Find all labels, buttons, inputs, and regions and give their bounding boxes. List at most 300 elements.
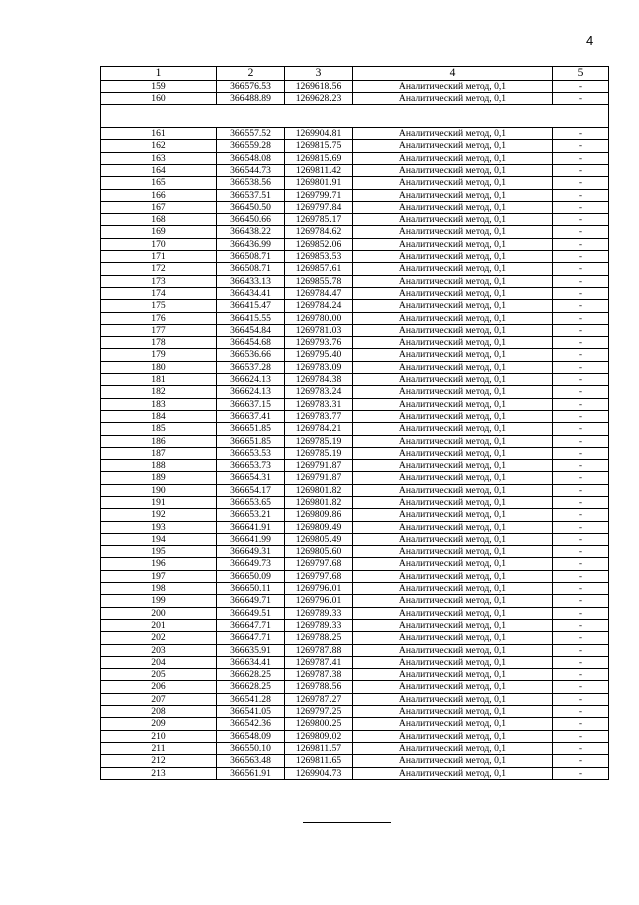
table-cell: - [553,730,609,742]
table-cell: 366650.11 [217,583,285,595]
table-row [101,423,609,435]
table-cell: Аналитический метод, 0,1 [353,509,553,521]
table-cell: Аналитический метод, 0,1 [353,140,553,152]
table-cell: 1269795.40 [285,349,353,361]
table-cell: 366628.25 [217,669,285,681]
table-cell: 172 [101,263,217,275]
table-cell: 178 [101,337,217,349]
table-cell: 179 [101,349,217,361]
table-cell: - [553,337,609,349]
table-cell: 182 [101,386,217,398]
table-row [101,164,609,176]
table-cell: 198 [101,583,217,595]
table-cell: - [553,693,609,705]
table-cell: Аналитический метод, 0,1 [353,497,553,509]
table-cell: - [553,349,609,361]
table-cell: - [553,177,609,189]
table-cell: 1269784.24 [285,300,353,312]
table-cell: 1269855.78 [285,275,353,287]
table-cell: - [553,484,609,496]
table-body-after-gap [101,128,609,780]
table-cell: 213 [101,767,217,779]
table-cell: 183 [101,398,217,410]
table-cell: - [553,287,609,299]
table-cell: Аналитический метод, 0,1 [353,546,553,558]
table-cell: 212 [101,755,217,767]
table-spacer-row [101,105,609,128]
table-cell: 366649.71 [217,595,285,607]
table-row [101,595,609,607]
table-cell: 1269788.25 [285,632,353,644]
table-cell: Аналитический метод, 0,1 [353,730,553,742]
table-cell: 205 [101,669,217,681]
table-cell: - [553,460,609,472]
table-cell: 1269852.06 [285,238,353,250]
table-cell: 366624.13 [217,374,285,386]
table-cell: - [553,656,609,668]
column-header: 4 [353,67,553,81]
table-cell: 181 [101,374,217,386]
table-cell: - [553,472,609,484]
table-cell: Аналитический метод, 0,1 [353,460,553,472]
table-cell: 177 [101,324,217,336]
table-cell: 366544.73 [217,164,285,176]
table-cell: - [553,263,609,275]
table-cell: Аналитический метод, 0,1 [353,324,553,336]
table-cell: 1269791.87 [285,472,353,484]
table-cell: 366542.36 [217,718,285,730]
table-cell: 366557.52 [217,128,285,140]
table-cell: - [553,275,609,287]
table-cell: 164 [101,164,217,176]
table-row [101,460,609,472]
table-cell: 366561.91 [217,767,285,779]
table-cell: 366436.99 [217,238,285,250]
table-row [101,152,609,164]
table-cell: 1269796.01 [285,583,353,595]
table-cell: 194 [101,533,217,545]
table-cell: Аналитический метод, 0,1 [353,595,553,607]
table-cell: 366415.47 [217,300,285,312]
table-cell: 1269785.19 [285,435,353,447]
table-row [101,656,609,668]
table-cell: 200 [101,607,217,619]
table-cell: 1269801.91 [285,177,353,189]
column-header: 3 [285,67,353,81]
table-cell: 1269801.82 [285,497,353,509]
table-cell: - [553,767,609,779]
table-cell: Аналитический метод, 0,1 [353,755,553,767]
table-cell: 1269618.56 [285,80,353,92]
table-row [101,349,609,361]
table-row [101,669,609,681]
table-cell: Аналитический метод, 0,1 [353,472,553,484]
table-row [101,263,609,275]
table-row [101,484,609,496]
table-cell: - [553,533,609,545]
table-cell: 209 [101,718,217,730]
table-cell: 366647.71 [217,632,285,644]
table-cell: 366508.71 [217,251,285,263]
table-cell: 203 [101,644,217,656]
table-cell: - [553,435,609,447]
table-cell: 366649.73 [217,558,285,570]
table-row [101,275,609,287]
table-cell: Аналитический метод, 0,1 [353,669,553,681]
table-cell: 366628.25 [217,681,285,693]
table-cell: 196 [101,558,217,570]
table-cell: 185 [101,423,217,435]
table-cell: - [553,152,609,164]
table-cell: 1269784.62 [285,226,353,238]
table-row [101,644,609,656]
table-cell: - [553,423,609,435]
table-cell: 1269793.76 [285,337,353,349]
table-row [101,718,609,730]
table-cell: Аналитический метод, 0,1 [353,398,553,410]
table-cell: - [553,361,609,373]
table-row [101,497,609,509]
table-row [101,386,609,398]
table-cell: 366653.53 [217,447,285,459]
table-cell: 206 [101,681,217,693]
table-cell: - [553,669,609,681]
table-cell: - [553,742,609,754]
table-cell: 186 [101,435,217,447]
table-cell: 366434.41 [217,287,285,299]
table-row [101,312,609,324]
table-cell: Аналитический метод, 0,1 [353,238,553,250]
table-cell: 1269811.65 [285,755,353,767]
table-cell: 366635.91 [217,644,285,656]
table-cell: - [553,595,609,607]
table-cell: 1269799.71 [285,189,353,201]
table-cell: 1269787.27 [285,693,353,705]
table-cell: 366541.05 [217,706,285,718]
table-cell: - [553,80,609,92]
table-cell: 1269797.25 [285,706,353,718]
table-row [101,730,609,742]
table-cell: - [553,570,609,582]
table-cell: 1269628.23 [285,92,353,104]
table-cell: 1269800.25 [285,718,353,730]
table-cell: 1269815.75 [285,140,353,152]
table-cell: 1269809.02 [285,730,353,742]
table-cell: Аналитический метод, 0,1 [353,558,553,570]
table-cell: - [553,410,609,422]
table-cell: 366649.51 [217,607,285,619]
table-cell: - [553,214,609,226]
table-cell: 197 [101,570,217,582]
table-cell: 366537.51 [217,189,285,201]
table-cell: 188 [101,460,217,472]
table-cell: Аналитический метод, 0,1 [353,570,553,582]
table-cell: Аналитический метод, 0,1 [353,607,553,619]
table-cell: Аналитический метод, 0,1 [353,361,553,373]
table-cell: Аналитический метод, 0,1 [353,152,553,164]
table-cell: 211 [101,742,217,754]
table-cell: - [553,324,609,336]
table-row [101,92,609,104]
table-cell: 210 [101,730,217,742]
table-cell: - [553,718,609,730]
column-header: 5 [553,67,609,81]
table-cell: 366654.17 [217,484,285,496]
table-cell: - [553,607,609,619]
table-cell: 1269805.60 [285,546,353,558]
table-row [101,619,609,631]
table-cell: Аналитический метод, 0,1 [353,656,553,668]
table-cell: 1269797.84 [285,201,353,213]
table-cell: 1269904.73 [285,767,353,779]
table-cell: Аналитический метод, 0,1 [353,189,553,201]
table-cell: Аналитический метод, 0,1 [353,718,553,730]
table-cell: 366450.66 [217,214,285,226]
table-cell: Аналитический метод, 0,1 [353,447,553,459]
table-cell: 366548.09 [217,730,285,742]
table-cell: 366563.48 [217,755,285,767]
table-cell: 169 [101,226,217,238]
table-cell: 191 [101,497,217,509]
table-cell: - [553,226,609,238]
table-cell: - [553,312,609,324]
table-row [101,80,609,92]
table-cell: 366454.84 [217,324,285,336]
table-cell: 366647.71 [217,619,285,631]
table-cell: - [553,128,609,140]
table-row [101,767,609,779]
table-cell: Аналитический метод, 0,1 [353,275,553,287]
table-cell: Аналитический метод, 0,1 [353,681,553,693]
table-cell: Аналитический метод, 0,1 [353,410,553,422]
table-cell: 176 [101,312,217,324]
table-cell: Аналитический метод, 0,1 [353,201,553,213]
table-cell: 175 [101,300,217,312]
table-cell: 1269797.68 [285,570,353,582]
table-cell: 1269811.42 [285,164,353,176]
table-cell: 1269783.77 [285,410,353,422]
table-cell: 366634.41 [217,656,285,668]
table-cell: 204 [101,656,217,668]
table-cell: 1269780.00 [285,312,353,324]
table-row [101,251,609,263]
table-row [101,226,609,238]
table-cell: Аналитический метод, 0,1 [353,632,553,644]
table-cell: 366537.28 [217,361,285,373]
table-row [101,742,609,754]
table-cell: - [553,374,609,386]
table-row [101,755,609,767]
table-cell: 366653.73 [217,460,285,472]
table-cell: Аналитический метод, 0,1 [353,312,553,324]
page-number: 4 [586,33,594,48]
table-row [101,128,609,140]
table-cell: Аналитический метод, 0,1 [353,484,553,496]
table-cell: 1269796.01 [285,595,353,607]
table-cell: 366541.28 [217,693,285,705]
table-cell: 366649.31 [217,546,285,558]
table-cell: - [553,706,609,718]
table-row [101,324,609,336]
table-cell: - [553,238,609,250]
table-cell: 1269809.86 [285,509,353,521]
table-cell: Аналитический метод, 0,1 [353,337,553,349]
table-row [101,681,609,693]
table-row [101,410,609,422]
table-cell: 1269791.87 [285,460,353,472]
table-cell: Аналитический метод, 0,1 [353,128,553,140]
table-cell: 207 [101,693,217,705]
table-cell: 187 [101,447,217,459]
table-cell: Аналитический метод, 0,1 [353,583,553,595]
table-cell: 192 [101,509,217,521]
table-cell: Аналитический метод, 0,1 [353,619,553,631]
footer-divider [303,822,391,823]
table-cell: Аналитический метод, 0,1 [353,263,553,275]
table-cell: Аналитический метод, 0,1 [353,287,553,299]
table-cell: 163 [101,152,217,164]
table-cell: Аналитический метод, 0,1 [353,386,553,398]
table-cell: 366438.22 [217,226,285,238]
table-cell: 366637.15 [217,398,285,410]
table-cell: - [553,92,609,104]
table-cell: 366536.66 [217,349,285,361]
table-row [101,546,609,558]
table-cell: 208 [101,706,217,718]
table-row [101,140,609,152]
table-cell: 160 [101,92,217,104]
table-cell: 1269797.68 [285,558,353,570]
table-cell: 170 [101,238,217,250]
table-cell: 366433.13 [217,275,285,287]
table-row [101,177,609,189]
table-cell: 1269787.88 [285,644,353,656]
table-cell: Аналитический метод, 0,1 [353,435,553,447]
table-cell: 1269853.53 [285,251,353,263]
table-row [101,693,609,705]
table-cell: - [553,140,609,152]
table-cell: Аналитический метод, 0,1 [353,164,553,176]
table-cell: 1269783.09 [285,361,353,373]
table-cell: 168 [101,214,217,226]
table-cell: Аналитический метод, 0,1 [353,742,553,754]
table-row [101,287,609,299]
table-cell: 1269809.49 [285,521,353,533]
table-cell: 366651.85 [217,423,285,435]
table-cell: Аналитический метод, 0,1 [353,214,553,226]
table-cell: 1269801.82 [285,484,353,496]
table-cell: 366641.91 [217,521,285,533]
table-cell: - [553,497,609,509]
table-cell: 1269857.61 [285,263,353,275]
table-row [101,632,609,644]
table-cell: 174 [101,287,217,299]
table-body-before-gap [101,80,609,105]
table-cell: Аналитический метод, 0,1 [353,521,553,533]
table-row [101,214,609,226]
table-header-row [101,67,609,81]
table-cell: 1269785.19 [285,447,353,459]
table-cell: 366450.50 [217,201,285,213]
table-cell: 366650.09 [217,570,285,582]
table-cell: 171 [101,251,217,263]
table-cell: 366654.31 [217,472,285,484]
table-cell: 166 [101,189,217,201]
table-cell: 162 [101,140,217,152]
table-cell: 202 [101,632,217,644]
table-cell: 189 [101,472,217,484]
table-cell: - [553,632,609,644]
table-cell: 1269811.57 [285,742,353,754]
table-row [101,706,609,718]
table-cell: 366454.68 [217,337,285,349]
table-cell: 1269805.49 [285,533,353,545]
table-cell: 366550.10 [217,742,285,754]
table-cell: 173 [101,275,217,287]
table-row [101,570,609,582]
table-cell: Аналитический метод, 0,1 [353,92,553,104]
table-cell: Аналитический метод, 0,1 [353,177,553,189]
table-cell: - [553,509,609,521]
table-cell: 159 [101,80,217,92]
table-cell: - [553,447,609,459]
table-cell: 1269787.41 [285,656,353,668]
table-cell: - [553,644,609,656]
table-cell: 366653.21 [217,509,285,521]
table-spacer-cell [101,105,609,128]
table-row [101,583,609,595]
table-cell: Аналитический метод, 0,1 [353,706,553,718]
table-cell: 1269784.38 [285,374,353,386]
table-cell: Аналитический метод, 0,1 [353,226,553,238]
table-cell: 366576.53 [217,80,285,92]
table-cell: 1269784.21 [285,423,353,435]
table-row [101,374,609,386]
table-cell: - [553,546,609,558]
table-gap [101,105,609,128]
table-row [101,238,609,250]
table-row [101,300,609,312]
table-cell: 366637.41 [217,410,285,422]
table-cell: 366641.99 [217,533,285,545]
table-cell: 1269783.24 [285,386,353,398]
table-cell: 366624.13 [217,386,285,398]
table-cell: - [553,164,609,176]
table-cell: 366538.56 [217,177,285,189]
table-cell: 366548.08 [217,152,285,164]
table-cell: 201 [101,619,217,631]
table-cell: 1269788.56 [285,681,353,693]
table-cell: - [553,398,609,410]
table-cell: 1269785.17 [285,214,353,226]
table-cell: 366488.89 [217,92,285,104]
table-row [101,201,609,213]
table-cell: 161 [101,128,217,140]
table-cell: 195 [101,546,217,558]
table-cell: 180 [101,361,217,373]
table-cell: - [553,300,609,312]
table-cell: Аналитический метод, 0,1 [353,423,553,435]
table-cell: Аналитический метод, 0,1 [353,644,553,656]
column-header: 2 [217,67,285,81]
table-row [101,189,609,201]
table-cell: 1269815.69 [285,152,353,164]
coordinates-table [100,66,609,780]
table-cell: 366559.28 [217,140,285,152]
table-cell: 366508.71 [217,263,285,275]
table-cell: Аналитический метод, 0,1 [353,533,553,545]
table-row [101,509,609,521]
